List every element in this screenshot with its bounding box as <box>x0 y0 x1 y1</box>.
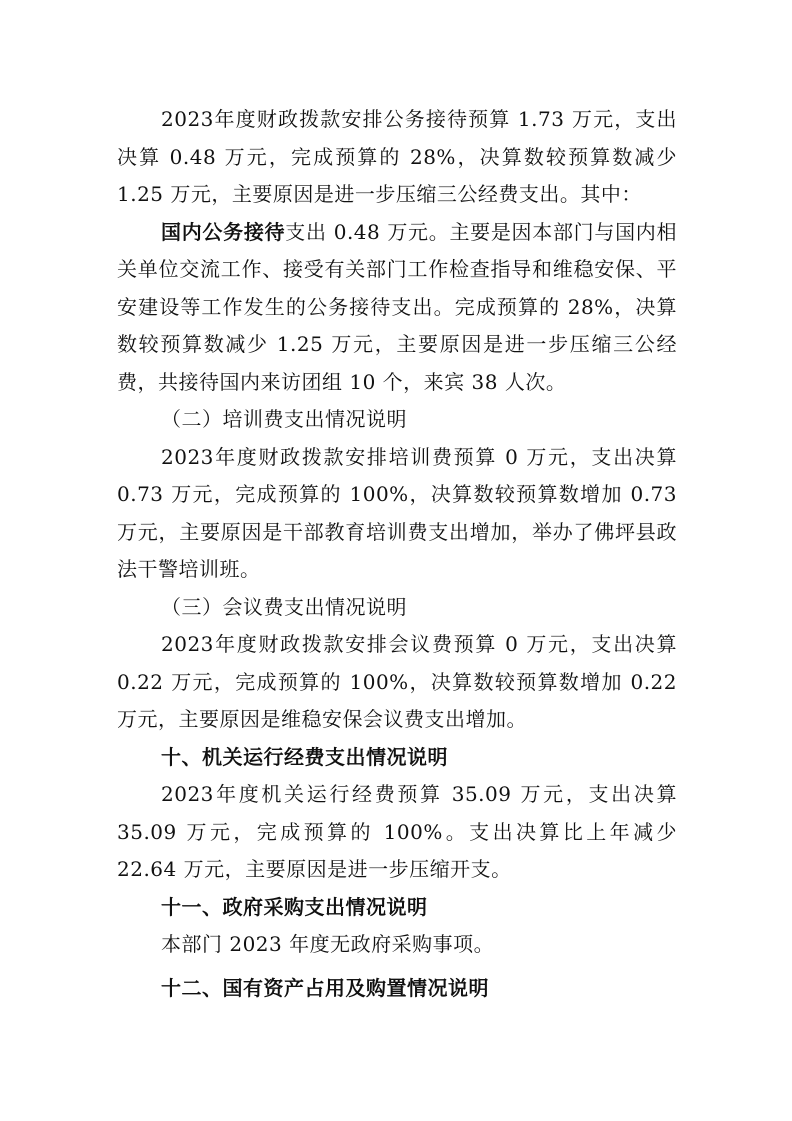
heading-section-11: 十一、政府采购支出情况说明 <box>161 894 428 919</box>
paragraph-training: 2023年度财政拨款安排培训费预算 0 万元，支出决算 0.73 万元，完成预算的 100%，决算数较预算数增加 0.73 万元，主要原因是干部教育培训费支出增加，举办了佛坪县政法干警培训班。 <box>117 444 677 581</box>
heading-section-12: 十二、国有资产占用及购置情况说明 <box>161 975 489 1000</box>
subheading-training: （二）培训费支出情况说明 <box>161 407 407 431</box>
paragraph-operating-costs: 2023年度机关运行经费预算 35.09 万元，支出决算 35.09 万元，完成预算的 100%。支出决算比上年减少 22.64 万元，主要原因是进一步压缩开支。 <box>117 782 677 881</box>
document-body <box>117 101 677 1007</box>
heading-section-10: 十、机关运行经费支出情况说明 <box>161 744 448 769</box>
domestic-reception-label: 国内公务接待 <box>161 219 286 244</box>
paragraph-domestic-reception <box>117 214 677 402</box>
paragraph-reception-summary: 2023年度财政拨款安排公务接待预算 1.73 万元，支出决算 0.48 万元，完成预算的 28%，决算数较预算数减少 1.25 万元，主要原因是进一步压缩三公经费支出。其中： <box>117 107 677 206</box>
domestic-reception-text: 支出 0.48 万元。主要是因本部门与国内相关单位交流工作、接受有关部门工作检查指导和维稳安保、平安建设等工作发生的公务接待支出。完成预算的 28%，决算数较预算数减少 1.25 万元，主要原因是进一步压缩三公经费，共接待国内来访团组 10 个，来宾 38 人次。 <box>117 219 678 394</box>
subheading-meeting: （三）会议费支出情况说明 <box>161 594 407 619</box>
paragraph-procurement: 本部门 2023 年度无政府采购事项。 <box>161 932 495 956</box>
paragraph-meeting: 2023年度财政拨款安排会议费预算 0 万元，支出决算 0.22 万元，完成预算的 100%，决算数较预算数增加 0.22 万元，主要原因是维稳安保会议费支出增加。 <box>117 632 677 731</box>
